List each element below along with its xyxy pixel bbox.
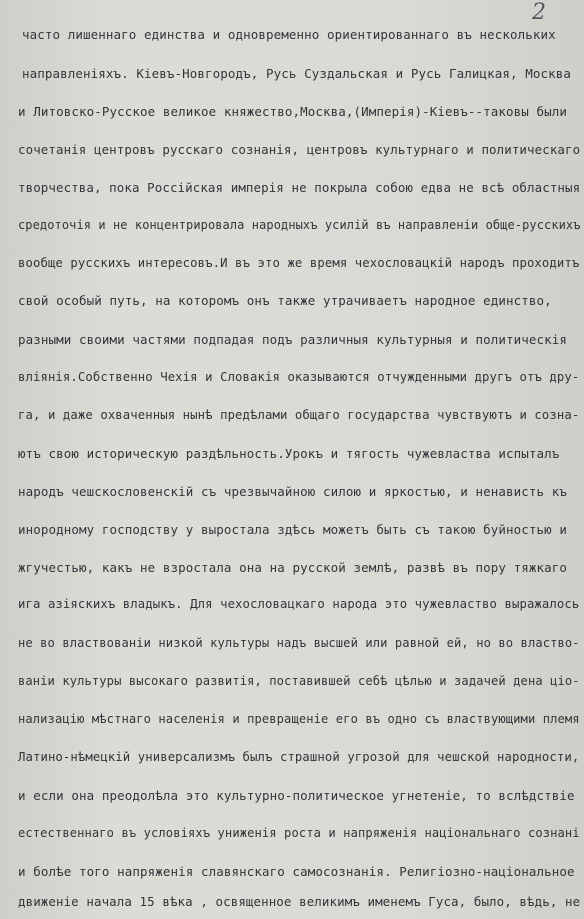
text-line: ига азіяскихъ владыкъ. Для чехословацкаго народа это чужевластво выражалось — [18, 597, 580, 611]
text-line: инородному господству у выростала здѣсь можетъ быть съ такою буйностью и — [18, 522, 568, 537]
text-line: ваніи культуры высокаго развитія, поставившей себѣ цѣлью и задачей дена ціо- — [18, 674, 580, 688]
text-line: вообще русскихъ интересовъ.И въ это же время чехословацкій народъ проходитъ — [18, 256, 580, 270]
text-line: не во властвованіи низкой культуры надъ высшей или равной ей, но во властво- — [18, 636, 580, 650]
text-line: и если она преодолѣла это культурно-политическое угнетеніе, то вслѣдствіе — [18, 788, 575, 803]
text-line: средоточія и не концентрировала народныхъ усилій въ направленіи обще-русскихъ — [18, 218, 581, 232]
page-number: 2 — [532, 0, 546, 25]
text-line: и болѣе того напряженія славянскаго самосознанія. Религіозно-національное — [18, 864, 575, 879]
text-line: ютъ свою историческую раздѣльность.Урокъ и тягость чужевластва испыталъ — [18, 446, 560, 461]
text-line: часто лишеннаго единства и одновременно ориентированнаго въ нескольких — [22, 27, 556, 42]
text-line: народъ чешскословенскій съ чрезвычайною силою и яркостью, и ненависть къ — [18, 484, 568, 499]
text-line: творчества, пока Россійская имперія не покрыла собою едва не всѣ областныя — [18, 180, 581, 195]
text-line: Латино-нѣмецкій универсализмъ былъ страшной угрозой для чешской народности, — [18, 750, 580, 764]
text-line: га, и даже охваченныя нынѣ предѣлами общаго государства чувствуютъ и созна- — [18, 408, 580, 422]
text-line: естественнаго въ условіяхъ униженія роста и напряженія національнаго сознані — [18, 826, 580, 840]
text-line: направленіяхъ. Кіевъ-Новгородъ, Русь Суздальская и Русь Галицкая, Москва — [22, 66, 572, 81]
text-line: нализацію мѣстнаго населенія и превращеніе его въ одно съ властвующими племя — [18, 712, 580, 726]
text-line: свой особый путь, на которомъ онъ также утрачиваетъ народное единство, — [18, 293, 552, 308]
text-line: жгучестью, какъ не взростала она на русской землѣ, развѣ въ пору тяжкаго — [18, 560, 568, 575]
text-line: разными своими частями подпадая подъ различныя культурныя и политическія — [18, 332, 568, 347]
text-line: движеніе начала 15 вѣка , освященное великимъ именемъ Гуса, было, вѣдь, не — [18, 894, 581, 909]
text-line: и Литовско-Русское великое княжество,Москва,(Имперія)-Кіевъ--таковы были — [18, 104, 568, 119]
text-line: сочетанія центровъ русскаго сознанія, центровъ культурнаго и политическаго — [18, 142, 581, 157]
text-line: вліянія.Собственно Чехія и Словакія оказываются отчужденными другъ отъ дру- — [18, 370, 580, 384]
